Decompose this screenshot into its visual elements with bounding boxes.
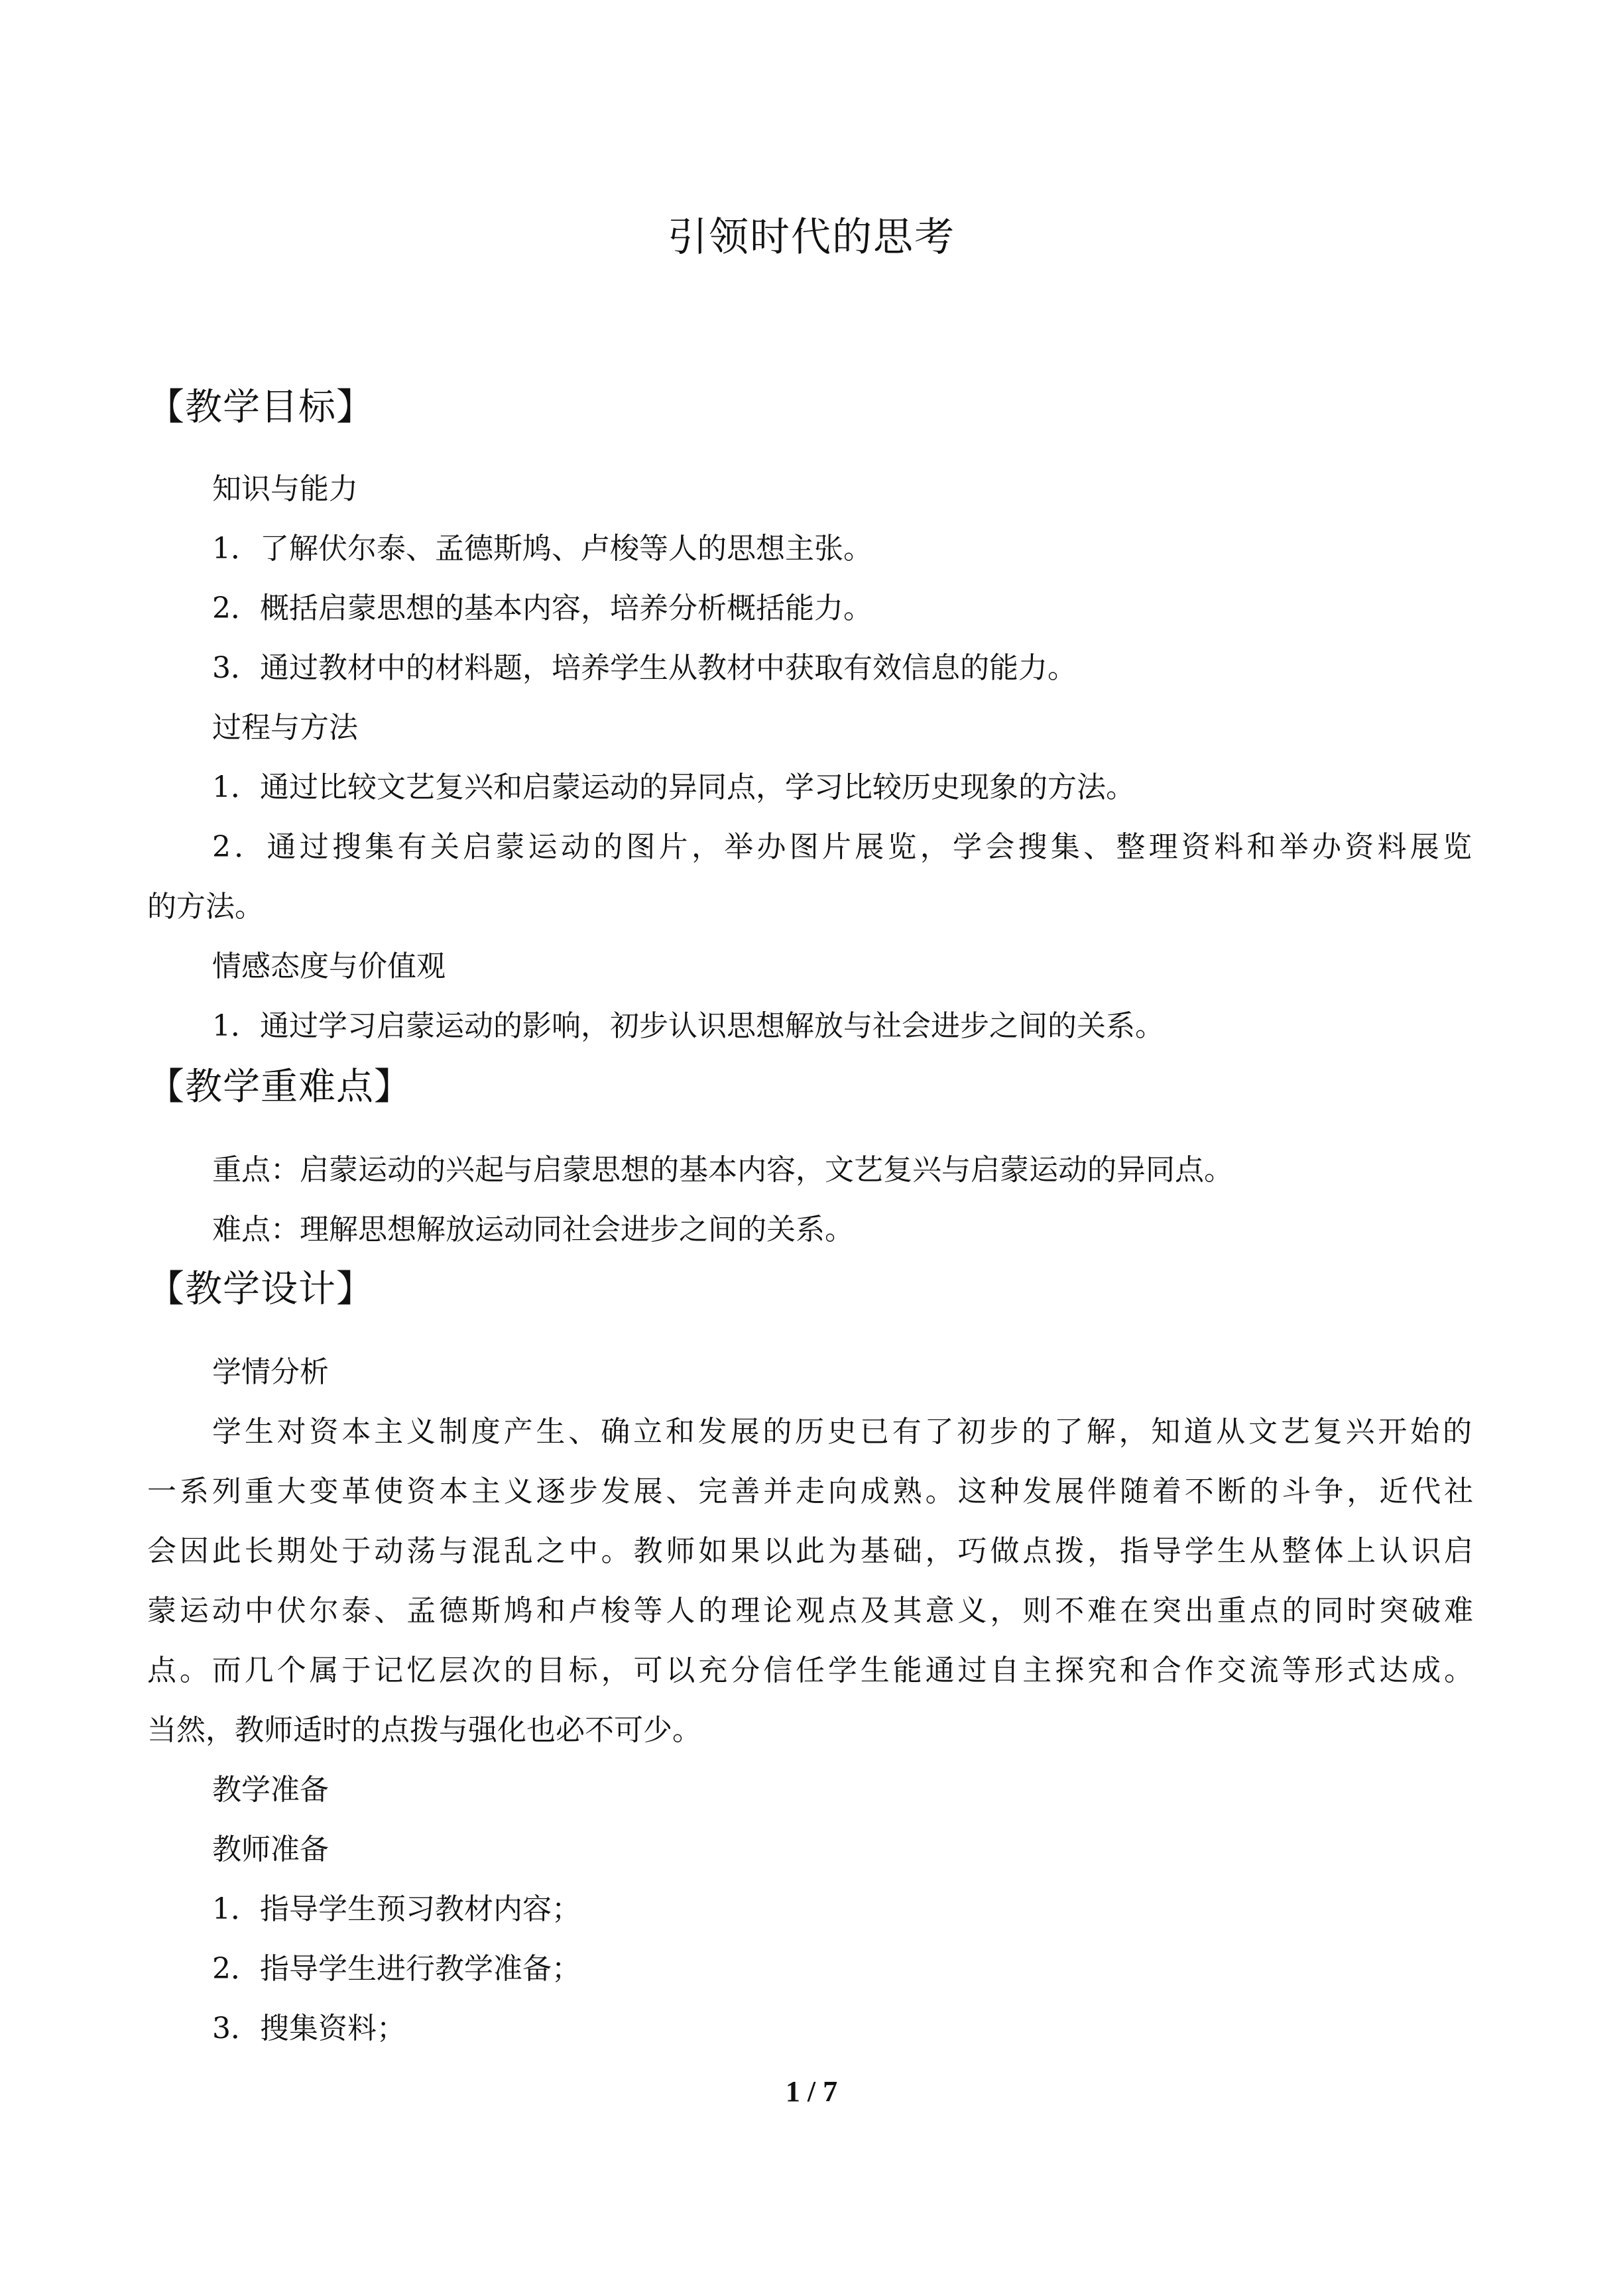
paragraph-line: 蒙运动中伏尔泰、孟德斯鸠和卢梭等人的理论观点及其意义，则不难在突出重点的同时突破难 xyxy=(147,1594,1473,1628)
subheading-teacher-prep: 教师准备 xyxy=(212,1833,329,1866)
section-heading-objectives: 【教学目标】 xyxy=(147,386,374,429)
key-point-focus: 重点：启蒙运动的兴起与启蒙思想的基本内容，文艺复兴与启蒙运动的异同点。 xyxy=(212,1153,1233,1187)
list-item: 3．搜集资料； xyxy=(212,2012,406,2045)
subheading-process: 过程与方法 xyxy=(212,711,358,745)
section-heading-design: 【教学设计】 xyxy=(147,1268,374,1311)
list-item: 1．通过比较文艺复兴和启蒙运动的异同点，学习比较历史现象的方法。 xyxy=(212,770,1135,804)
key-point-difficulty: 难点：理解思想解放运动同社会进步之间的关系。 xyxy=(212,1213,854,1246)
page-title: 引领时代的思考 xyxy=(668,214,955,261)
paragraph-line: 一系列重大变革使资本主义逐步发展、完善并走向成熟。这种发展伴随着不断的斗争，近代社 xyxy=(147,1475,1473,1508)
list-item: 2．概括启蒙思想的基本内容，培养分析概括能力。 xyxy=(212,591,872,625)
list-item: 1．指导学生预习教材内容； xyxy=(212,1892,581,1926)
section-heading-key-points: 【教学重难点】 xyxy=(147,1065,412,1109)
list-item: 3．通过教材中的材料题，培养学生从教材中获取有效信息的能力。 xyxy=(212,651,1077,685)
paragraph-line: 当然，教师适时的点拨与强化也必不可少。 xyxy=(147,1713,701,1747)
list-item: 2．指导学生进行教学准备； xyxy=(212,1952,581,1986)
list-item: 1．通过学习启蒙运动的影响，初步认识思想解放与社会进步之间的关系。 xyxy=(212,1009,1164,1043)
subheading-knowledge: 知识与能力 xyxy=(212,472,358,506)
paragraph-line: 学生对资本主义制度产生、确立和发展的历史已有了初步的了解，知道从文艺复兴开始的 xyxy=(212,1415,1472,1449)
paragraph-line: 会因此长期处于动荡与混乱之中。教师如果以此为基础，巧做点拨，指导学生从整体上认识启 xyxy=(147,1534,1473,1568)
subheading-emotion: 情感态度与价值观 xyxy=(212,949,446,983)
page-number: 1 / 7 xyxy=(785,2075,838,2108)
paragraph-line: 点。而几个属于记忆层次的目标，可以充分信任学生能通过自主探究和合作交流等形式达成。 xyxy=(147,1654,1473,1687)
list-item-continuation: 的方法。 xyxy=(147,890,264,924)
subheading-analysis: 学情分析 xyxy=(212,1355,329,1389)
list-item: 1．了解伏尔泰、孟德斯鸠、卢梭等人的思想主张。 xyxy=(212,532,872,566)
subheading-prep: 教学准备 xyxy=(212,1773,329,1807)
list-item: 2．通过搜集有关启蒙运动的图片，举办图片展览，学会搜集、整理资料和举办资料展览 xyxy=(212,830,1472,864)
